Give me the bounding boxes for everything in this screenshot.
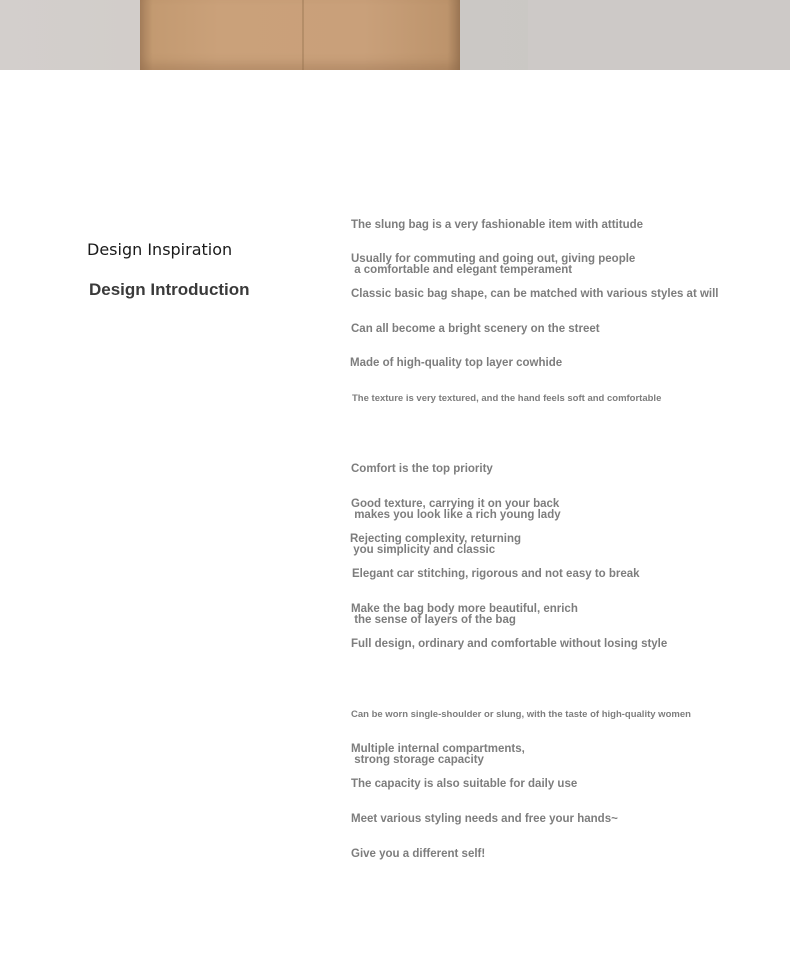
description-line: Multiple internal compartments, strong storage capacity — [351, 743, 525, 766]
description-line: Can be worn single-shoulder or slung, with the taste of high-quality women — [351, 709, 691, 720]
description-line: Usually for commuting and going out, giving people a comfortable and elegant temperament — [351, 253, 636, 276]
description-line: Meet various styling needs and free your hands~ — [351, 813, 618, 825]
description-line: Can all become a bright scenery on the street — [351, 323, 600, 335]
bag-image — [140, 0, 460, 70]
description-line: The texture is very textured, and the hand feels soft and comfortable — [352, 393, 662, 404]
description-line: Comfort is the top priority — [351, 463, 493, 475]
description-line: Classic basic bag shape, can be matched with various styles at will — [351, 288, 719, 300]
design-introduction-heading: Design Introduction — [89, 280, 250, 299]
design-inspiration-heading: Design Inspiration — [87, 240, 233, 259]
photo-background — [528, 0, 790, 70]
description-line: Good texture, carrying it on your back makes you look like a rich young lady — [351, 498, 561, 521]
description-line: The capacity is also suitable for daily use — [351, 778, 578, 790]
description-line: Give you a different self! — [351, 848, 486, 860]
product-photo — [0, 0, 790, 70]
description-line: Rejecting complexity, returning you simplicity and classic — [350, 533, 522, 556]
description-line: Made of high-quality top layer cowhide — [350, 357, 563, 369]
description-line: Full design, ordinary and comfortable without losing style — [351, 638, 668, 650]
description-line: The slung bag is a very fashionable item with attitude — [351, 219, 644, 231]
description-line: Make the bag body more beautiful, enrich the sense of layers of the bag — [351, 603, 578, 626]
description-line: Elegant car stitching, rigorous and not easy to break — [352, 568, 640, 580]
bag-seam — [302, 0, 304, 70]
